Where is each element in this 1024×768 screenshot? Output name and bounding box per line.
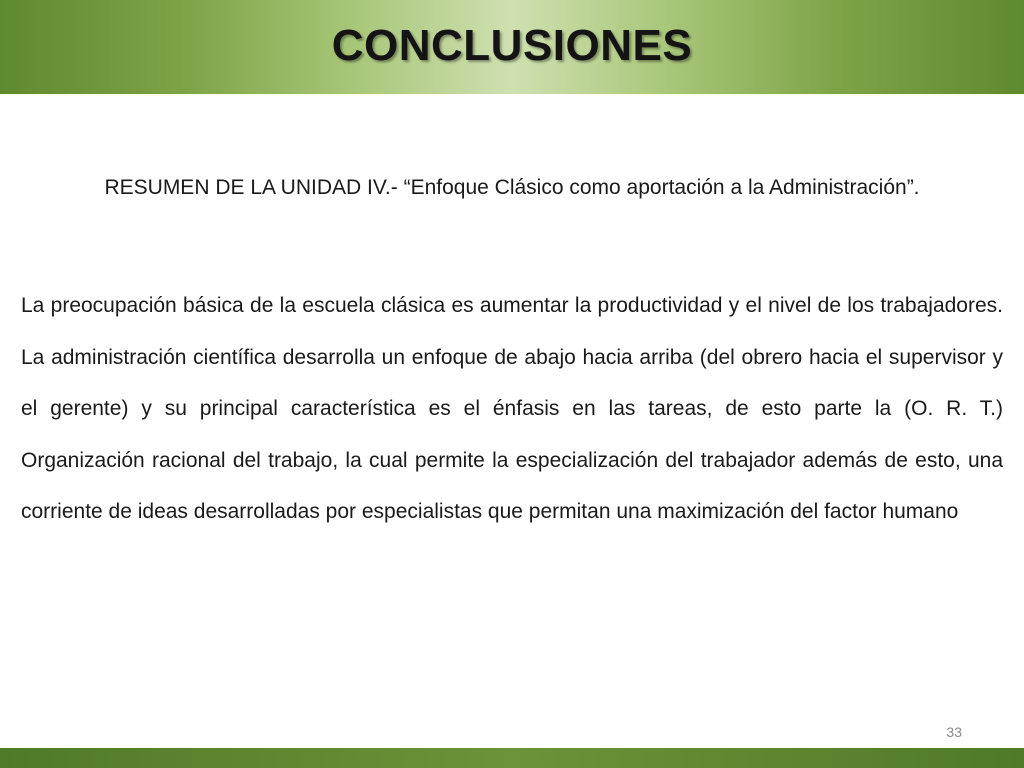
body-paragraph: La preocupación básica de la escuela clásica es aumentar la productividad y el nivel de los trabajadores. La administración científica desarrolla un enfoque de abajo hacia arriba (del obrero hacia el supervisor y el gerente) y su principal característica es el énfasis en las tareas, de esto parte la (O. R. T.) Organización racional del trabajo, la cual permite la especialización del trabajador además de esto, una corriente de ideas desarrolladas por especialistas que permitan una maximización del factor humano	[21, 294, 1003, 523]
page-number: 33	[946, 724, 962, 740]
slide-title: CONCLUSIONES	[331, 21, 693, 70]
footer-band	[0, 748, 1024, 768]
slide-subtitle: RESUMEN DE LA UNIDAD IV.- “Enfoque Clásico como aportación a la Administración”.	[104, 176, 920, 199]
